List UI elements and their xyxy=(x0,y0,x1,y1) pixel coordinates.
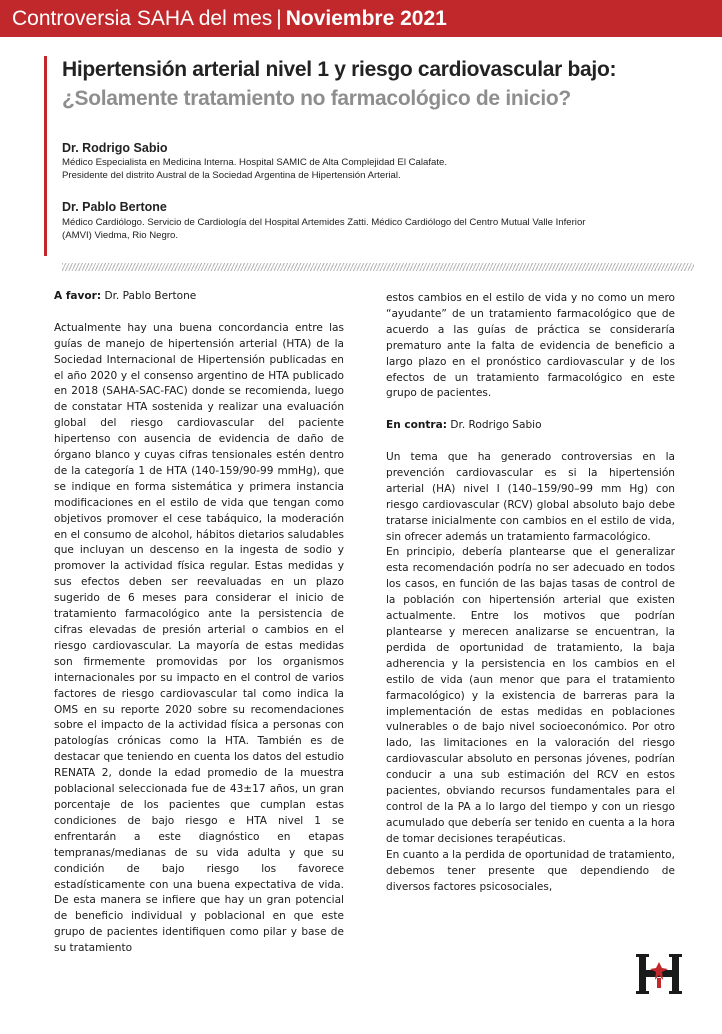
header-section: Controversia SAHA del mes xyxy=(12,7,273,30)
author-affiliation xyxy=(62,157,682,182)
contra-paragraph: En cuanto a la perdida de oportunidad de tratamiento, debemos tener presente que dependiendo de diversos factores psicosociales, xyxy=(386,848,675,893)
contra-author: Dr. Rodrigo Sabio xyxy=(446,419,542,432)
page-subtitle: ¿Solamente tratamiento no farmacológico de inicio? xyxy=(62,87,571,110)
hatched-divider xyxy=(62,263,694,271)
column-left xyxy=(54,289,344,957)
affiliation-line: (AMVI) Viedma, Rio Negro. xyxy=(62,229,179,241)
contra-label: En contra: xyxy=(386,419,447,432)
header-banner xyxy=(0,0,722,37)
contra-paragraph: Un tema que ha generado controversias en la prevención cardiovascular es si la hipertensión arterial (HA) nivel I (140–159/90–99 mm Hg) con riesgo cardiovascular (RCV) global absoluto bajo debe tratarse inicialmente con cambios en el estilo de vida, sin ofrecer además un tratamiento farmacológico. xyxy=(386,451,675,543)
favor-continuation: estos cambios en el estilo de vida y no como un mero “ayudante” de un tratamiento farmacológico que de acuerdo a las guías de práctica se consideraría prematuro ante la falta de evidencia de beneficio a largo plazo en el pronóstico cardiovascular y de los efectos de un tratamiento farmacológico en este grupo de pacientes. xyxy=(386,292,675,400)
author-name: Dr. Rodrigo Sabio xyxy=(62,141,168,155)
author-name: Dr. Pablo Bertone xyxy=(62,200,167,214)
author-affiliation xyxy=(62,217,682,242)
title-accent-bar xyxy=(44,56,47,256)
header-separator: | xyxy=(276,7,282,30)
favor-heading xyxy=(54,289,344,305)
column-right xyxy=(386,291,675,895)
header-month: Noviembre 2021 xyxy=(285,7,447,30)
favor-paragraph: Actualmente hay una buena concordancia entre las guías de manejo de hipertensión arterial (HTA) de la Sociedad Internacional de Hipertensión publicadas en el año 2020 y el consenso argentino de HTA publicado en 2018 (SAHA-SAC-FAC) donde se recomienda, luego de constatar HTA sostenida y realizar una evaluación global del riesgo cardiovascular del paciente hipertenso con ausencia de evidencia de daño de órgano blanco y cuyas cifras tensionales estén dentro de la categoría 1 de HTA (140-159/90-99 mmHg), que se indique en forma sistemática y primera instancia modificaciones en el estilo de vida que tengan como objetivos promover el cese tabáquico, la moderación en el consumo de alcohol, hábitos dietarios saludables que incluyan un descenso en la ingesta de sodio y promover la actividad física regular. Estas medidas y sus efectos deben ser reevaluadas en un plazo sugerido de 6 meses para considerar el inicio de tratamiento farmacológico ante la persistencia de cifras elevadas de presión arterial o cambios en el riesgo cardiovascular. La mayoría de estas medidas son firmemente promovidas por los organismos internacionales por su impacto en el control de varios factores de riesgo cardiovascular tal como indica la OMS en su reporte 2020 sobre su recomendaciones sobre el impacto de la actividad física a personas con patologías crónicas como la HTA. También es de destacar que teniendo en cuenta los datos del estudio RENATA 2, donde la edad promedio de la muestra poblacional seleccionada fue de 43±17 años, un gran porcentaje de los pacientes que cumplan estas condiciones de bajo riesgo e HTA nivel 1 se enfrentarán a este diagnóstico en etapas tempranas/medianas de su vida adulta y que su condición de bajo riesgo los favorece estadísticamente con una buena expectativa de vida. De esta manera se infiere que hay un gran potencial de beneficio individual y poblacional en que este grupo de pacientes identifiquen como pilar y base de su tratamiento xyxy=(54,321,344,955)
affiliation-line: Presidente del distrito Austral de la Sociedad Argentina de Hipertensión Arterial. xyxy=(62,169,401,181)
saha-h-logo-icon xyxy=(633,952,685,996)
favor-label: A favor: xyxy=(54,290,102,302)
affiliation-line: Médico Cardiólogo. Servicio de Cardiología del Hospital Artemides Zatti. Médico Cardiólogo del Centro Mutual Valle Inferior xyxy=(62,217,586,228)
favor-author: Dr. Pablo Bertone xyxy=(101,290,197,302)
affiliation-line: Médico Especialista en Medicina Interna. Hospital SAMIC de Alta Complejidad El Calafate. xyxy=(62,157,448,168)
page-title: Hipertensión arterial nivel 1 y riesgo cardiovascular bajo: xyxy=(62,58,617,81)
contra-paragraph: En principio, debería plantearse que el generalizar esta recomendación podría no ser adecuado en todos los casos, en función de las bajas tasas de control de la población con hipertensión arterial que existen actualmente. Entre los motivos que podrían plantearse y merecen analizarse se encuentran, la perdida de oportunidad de tratamiento, la baja adherencia y la persistencia en los cambios en el estilo de vida (aun menor que para el tratamiento farmacológico) y la existencia de barreras para la implementación de estas medidas en poblaciones vulnerables o de bajo nivel socioeconómico. Por otro lado, las limitaciones en la valoración del riesgo cardiovascular absoluto en personas jóvenes, podrían conducir a una sub estimación del RCV en estos pacientes, obviando recursos fundamentales para el control de la PA a lo largo del tiempo y con un riesgo acumulado que debería ser tenido en cuenta a la hora de tomar decisiones terapéuticas. xyxy=(386,546,675,845)
contra-heading xyxy=(386,418,675,434)
